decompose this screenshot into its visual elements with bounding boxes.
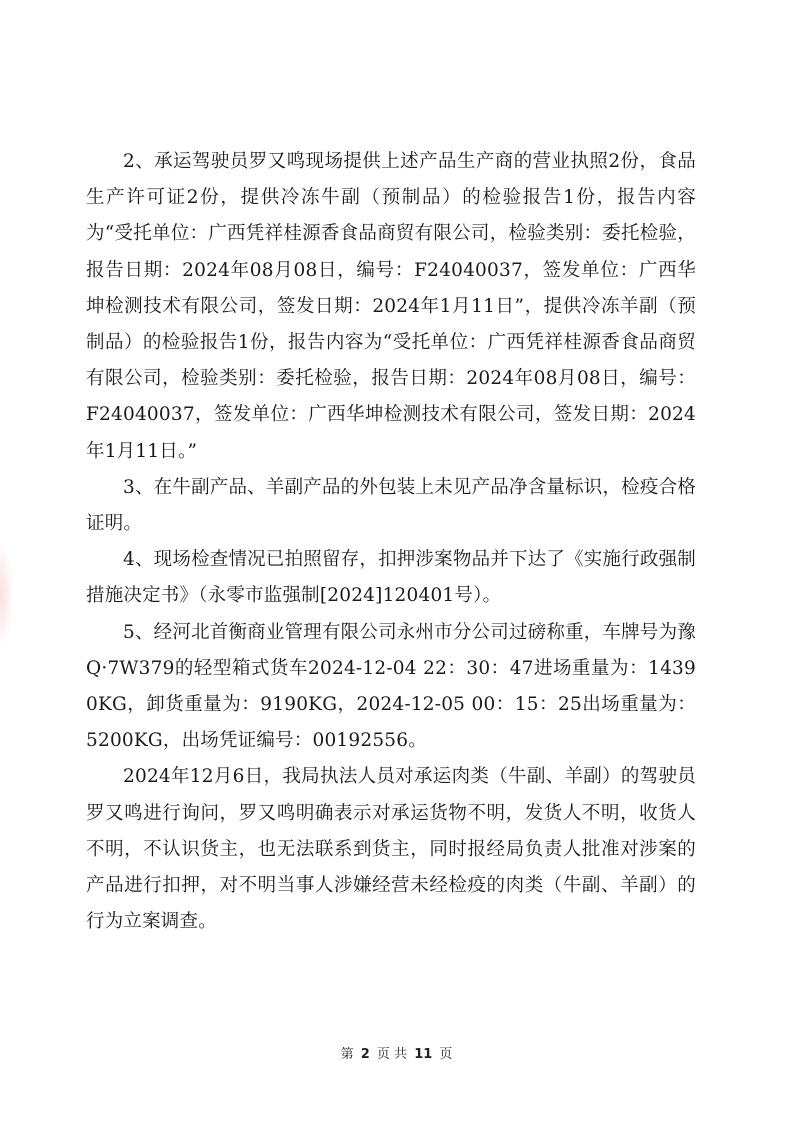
paragraph-2: 2、承运驾驶员罗又鸣现场提供上述产品生产商的营业执照2份，食品生产许可证2份，提供冷冻牛副（预制品）的检验报告1份，报告内容为“受托单位：广西凭祥桂源香食品商贸有限公司，检验类别：委托检验，报告日期：2024年08月08日，编号：F24040037，签发单位：广西华坤检测技术有限公司，签发日期：2024年1月11日”，提供冷冻羊副（预制品）的检验报告1份，报告内容为“受托单位：广西凭祥桂源香食品商贸有限公司，检验类别：委托检验，报告日期：2024年08月08日，编号：F24040037，签发单位：广西华坤检测技术有限公司，签发日期：2024年1月11日。” xyxy=(86,151,696,462)
footer-middle: 页 共 xyxy=(376,1047,408,1062)
page-footer xyxy=(0,1043,793,1062)
footer-total-pages: 11 xyxy=(414,1047,433,1062)
paragraph-3: 3、在牛副产品、羊副产品的外包装上未见产品净含量标识，检疫合格证明。 xyxy=(86,476,696,535)
paragraph-inquiry: 2024年12月6日，我局执法人员对承运肉类（牛副、羊副）的驾驶员罗又鸣进行询问，罗又鸣明确表示对承运货物不明，发货人不明，收货人不明，不认识货主，也无法联系到货主，同时报经局负责人批准对涉案的产品进行扣押，对不明当事人涉嫌经营未经检疫的肉类（牛副、羊副）的行为立案调查。 xyxy=(86,766,696,933)
footer-page-number: 2 xyxy=(360,1047,370,1062)
paragraph-4: 4、现场检查情况已拍照留存，扣押涉案物品并下达了《实施行政强制措施决定书》（永零市监强制[2024]120401号）。 xyxy=(86,549,696,607)
paragraph-5: 5、经河北首衡商业管理有限公司永州市分公司过磅称重，车牌号为豫Q·7W379的轻型箱式货车2024-12-04 22：30：47进场重量为：14390KG，卸货重量为：9190KG，2024-12-05 00：15：25出场重量为：5200KG，出场凭证编号：00192556。 xyxy=(86,621,696,752)
seal-edge-mark xyxy=(0,540,14,650)
footer-prefix: 第 xyxy=(340,1047,354,1062)
footer-suffix: 页 xyxy=(439,1047,453,1062)
document-body xyxy=(86,144,696,940)
